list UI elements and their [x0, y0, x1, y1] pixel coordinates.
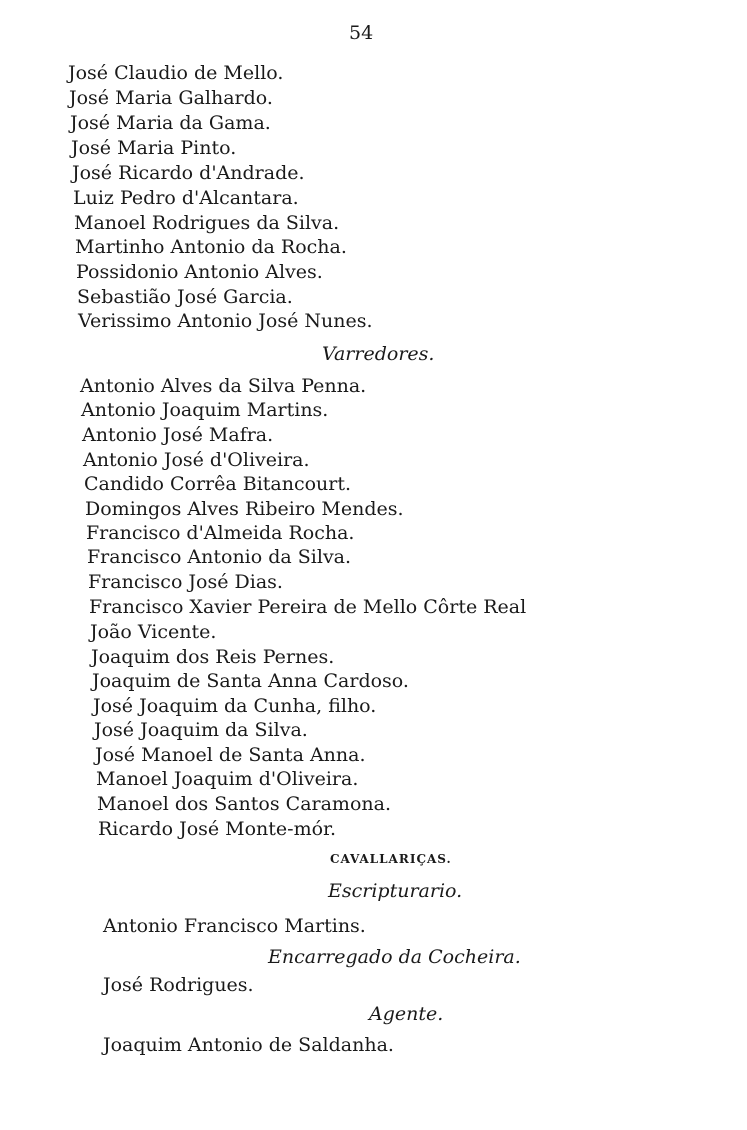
list-item: Manoel dos Santos Caramona.	[97, 793, 391, 815]
list-item: José Maria Galhardo.	[69, 87, 273, 109]
list-item: Antonio José Mafra.	[82, 424, 274, 446]
escripturario-name: Antonio Francisco Martins.	[103, 915, 366, 937]
list-item: João Vicente.	[90, 621, 217, 643]
page-number: 54	[349, 22, 374, 44]
list-item: Antonio José d'Oliveira.	[83, 449, 310, 471]
list-item: Antonio Alves da Silva Penna.	[80, 375, 367, 397]
list-item: Joaquim dos Reis Pernes.	[91, 646, 335, 668]
list-item: José Maria Pinto.	[71, 137, 237, 159]
list-item: Francisco Xavier Pereira de Mello Côrte Real	[89, 596, 527, 618]
section-heading-encarregado: Encarregado da Cocheira.	[268, 946, 521, 968]
agente-name: Joaquim Antonio de Saldanha.	[103, 1034, 394, 1056]
list-item: José Claudio de Mello.	[68, 62, 284, 84]
encarregado-name: José Rodrigues.	[103, 974, 254, 996]
list-item: Ricardo José Monte-mór.	[98, 818, 337, 840]
section-heading-agente: Agente.	[369, 1003, 444, 1025]
list-item: José Ricardo d'Andrade.	[72, 162, 305, 184]
list-item: José Joaquim da Silva.	[94, 719, 308, 741]
list-item: Manoel Rodrigues da Silva.	[74, 212, 340, 234]
list-item: José Joaquim da Cunha, filho.	[93, 695, 377, 717]
list-item: Sebastião José Garcia.	[77, 286, 293, 308]
list-item: Candido Corrêa Bitancourt.	[84, 473, 352, 495]
list-item: José Manoel de Santa Anna.	[95, 744, 366, 766]
section-heading-varredores: Varredores.	[322, 343, 435, 365]
list-item: Possidonio Antonio Alves.	[76, 261, 323, 283]
list-item: Domingos Alves Ribeiro Mendes.	[85, 498, 404, 520]
list-item: Martinho Antonio da Rocha.	[75, 236, 347, 258]
list-item: Antonio Joaquim Martins.	[81, 399, 329, 421]
list-item: Francisco José Dias.	[88, 571, 283, 593]
list-item: Manoel Joaquim d'Oliveira.	[96, 768, 359, 790]
list-item: Joaquim de Santa Anna Cardoso.	[92, 670, 409, 692]
list-item: José Maria da Gama.	[70, 112, 271, 134]
list-item: Luiz Pedro d'Alcantara.	[73, 187, 299, 209]
section-heading-escripturario: Escripturario.	[328, 880, 463, 902]
list-item: Francisco Antonio da Silva.	[87, 546, 352, 568]
section-title-cavallaricas: CAVALLARIÇAS.	[330, 852, 452, 866]
list-item: Francisco d'Almeida Rocha.	[86, 522, 355, 544]
list-item: Verissimo Antonio José Nunes.	[78, 310, 373, 332]
